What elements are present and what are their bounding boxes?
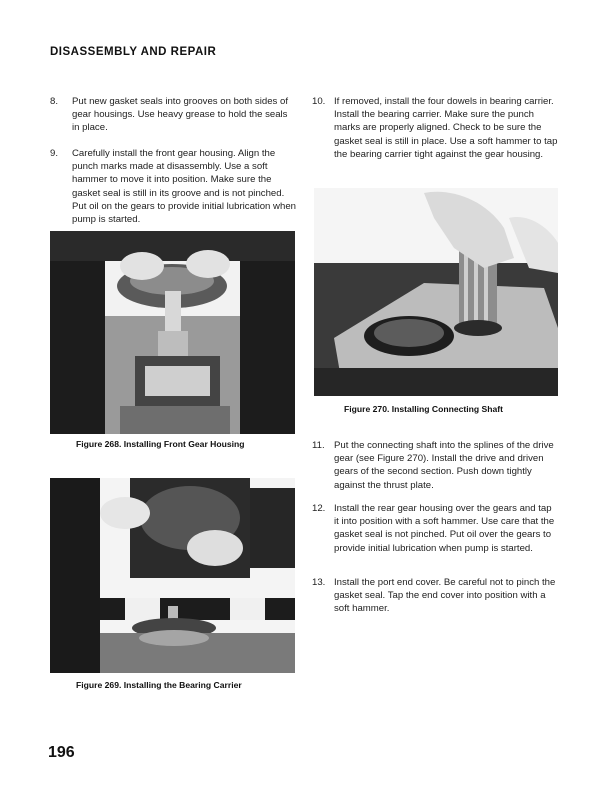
step-8 xyxy=(50,95,296,135)
step-text: Carefully install the front gear housing. Align the punch marks made at disassembly. Use a soft hammer to move it into position. Make sure the gasket seal is still in its groove and is not pinched. Put oil on the gears to provide initial lubrication when pump is started. xyxy=(72,148,296,226)
step-10 xyxy=(312,95,558,161)
figure-269-photo xyxy=(50,478,295,673)
step-text: Put new gasket seals into grooves on both sides of gear housings. Use heavy grease to hold the seals in place. xyxy=(72,96,288,134)
page-number: 196 xyxy=(48,744,75,761)
figure-268-caption: Figure 268. Installing Front Gear Housing xyxy=(76,439,245,449)
step-number: 13. xyxy=(312,577,326,588)
figure-270-caption: Figure 270. Installing Connecting Shaft xyxy=(344,404,504,414)
step-number: 12. xyxy=(312,503,326,514)
step-text: Put the connecting shaft into the splines of the drive gear (see Figure 270). Install the drive and driven gears of the second section. Push down tightly against the thrust plate. xyxy=(334,440,554,491)
step-13 xyxy=(312,576,558,616)
step-number: 9. xyxy=(50,148,59,159)
step-number: 11. xyxy=(312,440,325,451)
step-12 xyxy=(312,502,558,555)
step-text: Install the port end cover. Be careful not to pinch the gasket seal. Tap the end cover into position with a soft hammer. xyxy=(334,577,556,615)
step-text: Install the rear gear housing over the gears and tap it into position with a soft hammer. Use care that the gasket seal is not pinched. Put oil over the gears to provide initial lubrication when pump is started. xyxy=(334,503,555,554)
figure-269-caption: Figure 269. Installing the Bearing Carrier xyxy=(76,680,242,690)
step-number: 10. xyxy=(312,96,326,107)
page-header: DISASSEMBLY AND REPAIR xyxy=(50,46,217,58)
figure-268-photo xyxy=(50,231,295,434)
figure-270-photo xyxy=(314,188,558,396)
step-9 xyxy=(50,147,296,226)
step-11 xyxy=(312,439,558,492)
step-number: 8. xyxy=(50,96,59,107)
step-text: If removed, install the four dowels in bearing carrier. Install the bearing carrier. Make sure the punch marks are properly aligned. Check to be sure the gasket seal is still in place. Use a soft hammer to tap the bearing carrier tight against the gear housing. xyxy=(334,96,558,160)
